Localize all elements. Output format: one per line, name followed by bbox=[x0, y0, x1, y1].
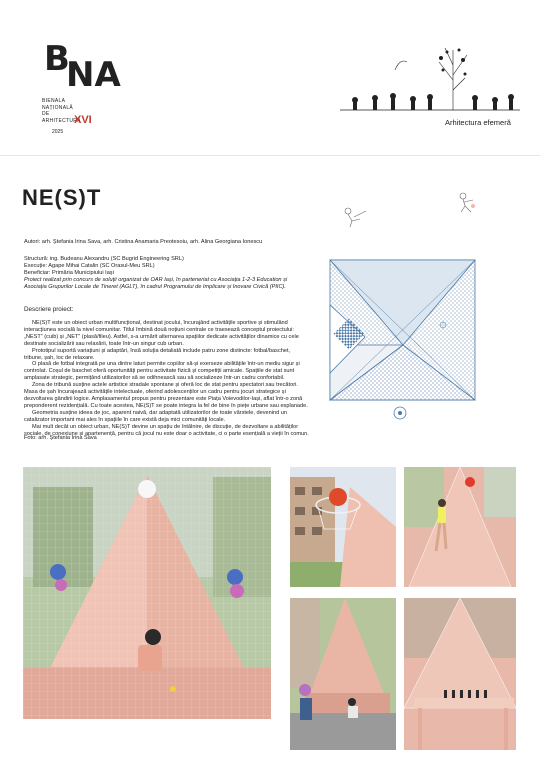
header-divider bbox=[0, 155, 540, 156]
authors: Autori: arh. Ștefania Irina Sava, arh. Cristina Anamaria Preotesoiu, arh. Alina Georgiana Ionescu bbox=[24, 239, 263, 245]
category-label: Arhitectura efemeră bbox=[445, 118, 511, 127]
photo-children-playing bbox=[290, 598, 396, 750]
description-paragraph: O plasă de fotbal integrată pe una dintre laturi permite copiilor să-și exerseze abilitățile într-un mediu sigur și controlat. Coșul de baschet oferă oportunități pentru activitate fizică și competiții amicale. Spațiile de stat sunt amplasate strategic, permițând utilizatorilor să se odihnească sau să socializeze într-un cadru confortabil. bbox=[24, 361, 300, 382]
description-paragraph: Zona de tribună susține actele artistice stradale spontane și oferă loc de stat pentru spectatori sau trecători. Masa de șah încurajează activitățile intelectuale, oferind adolescenților un cadru pentru jocuri strategice și dezvoltarea gândirii logice. Amplasamentul propus pentru prezentare este Piața Voievodilor-Iași, aflat într-o zonă preponderent rezidențială. Cu toate acestea, NE(S)T se poate integra la fel de bine în piețe urbane sau esplanade. bbox=[24, 382, 308, 409]
logo-subtitle-line: DE bbox=[42, 111, 50, 117]
logo-letter-b: B bbox=[44, 39, 70, 79]
credits bbox=[24, 256, 309, 291]
description-paragraph: Geometria susține ideea de joc, aparent naivă, dar adaptată utilizatorilor de toate vârstele, devenind un catalizator important mai ales în spațiile în care există deja mici comunități locale. bbox=[24, 409, 287, 423]
logo-letters-na: NA bbox=[66, 55, 121, 95]
description-heading: Descriere proiect: bbox=[24, 306, 74, 313]
photo-basketball-hoop bbox=[290, 467, 396, 587]
photo-credit: Foto: arh. Ștefania Irina Sava bbox=[24, 435, 97, 441]
description-paragraph: NE(S)T este un obiect urban multifuncțional, destinat jocului, încurajând activitățile sportive și stimulând interacțiunea socială la nivel comunitar. Titlul îmbină două noțiuni centrale ce traesează conceptul proiectului: „NEST” (cuib) și „NET” (plasă/fileu). Astfel, s-a urmărit alternarea spațiilor dedicate activităților dinamice cu cele destinate socializării sau relaxării, toate într-un singur cub urban. bbox=[24, 320, 299, 347]
logo-subtitle-line: NAȚIONALĂ bbox=[42, 104, 74, 111]
description-paragraph: Mai mult decât un obiect urban, NE(S)T devine un spațiu de întâlnire, de discuție, de dezvoltare a abilităților sociale, de conexiune și apartenență, pentru că jocul nu este doar o activitate, ci o parte esențială a vieții în comun. bbox=[24, 423, 309, 437]
child-sketch bbox=[340, 203, 376, 229]
description-paragraph: Prototipul suportă variațiuni și adaptări, însă soluția detaliată include patru zone distincte: fotbal/baschet, tribune, șah, loc de relaxare. bbox=[24, 347, 291, 361]
photo-climbing-child bbox=[404, 467, 516, 587]
edition-year: 2025 bbox=[52, 129, 64, 135]
photo-pavilion-interior bbox=[23, 467, 271, 719]
logo-subtitle-line: ARHITECTURĂ bbox=[42, 117, 81, 124]
header-illustration bbox=[335, 40, 525, 120]
logo-subtitle-line: BIENALA bbox=[42, 98, 66, 104]
description bbox=[24, 320, 309, 437]
project-title: NE(S)T bbox=[22, 185, 102, 210]
edition-number: XVI bbox=[74, 114, 92, 126]
credit-line: Beneficiar: Primăria Municipiului Iași bbox=[24, 269, 114, 276]
plan-drawing bbox=[325, 255, 485, 425]
credits-note: Proiect realizat prin concurs de soluții organizat de OAR Iași, în parteneriat cu Asociația 1-2-3 Education și Asociația Grupurilor Locale de Tineret (AGLT), în cadrul Programului de Implicare și Inovare Civică (PIIC). bbox=[24, 276, 288, 290]
child-sketch bbox=[455, 190, 479, 214]
credit-line: Structură: ing. Budeanu Alexandru (SC Bugrid Engineering SRL) bbox=[24, 256, 184, 262]
photo-chess-table bbox=[404, 598, 516, 750]
credit-line: Execuție: Agape Mihai Catalin (SC Orasul-Meu SRL) bbox=[24, 262, 155, 269]
